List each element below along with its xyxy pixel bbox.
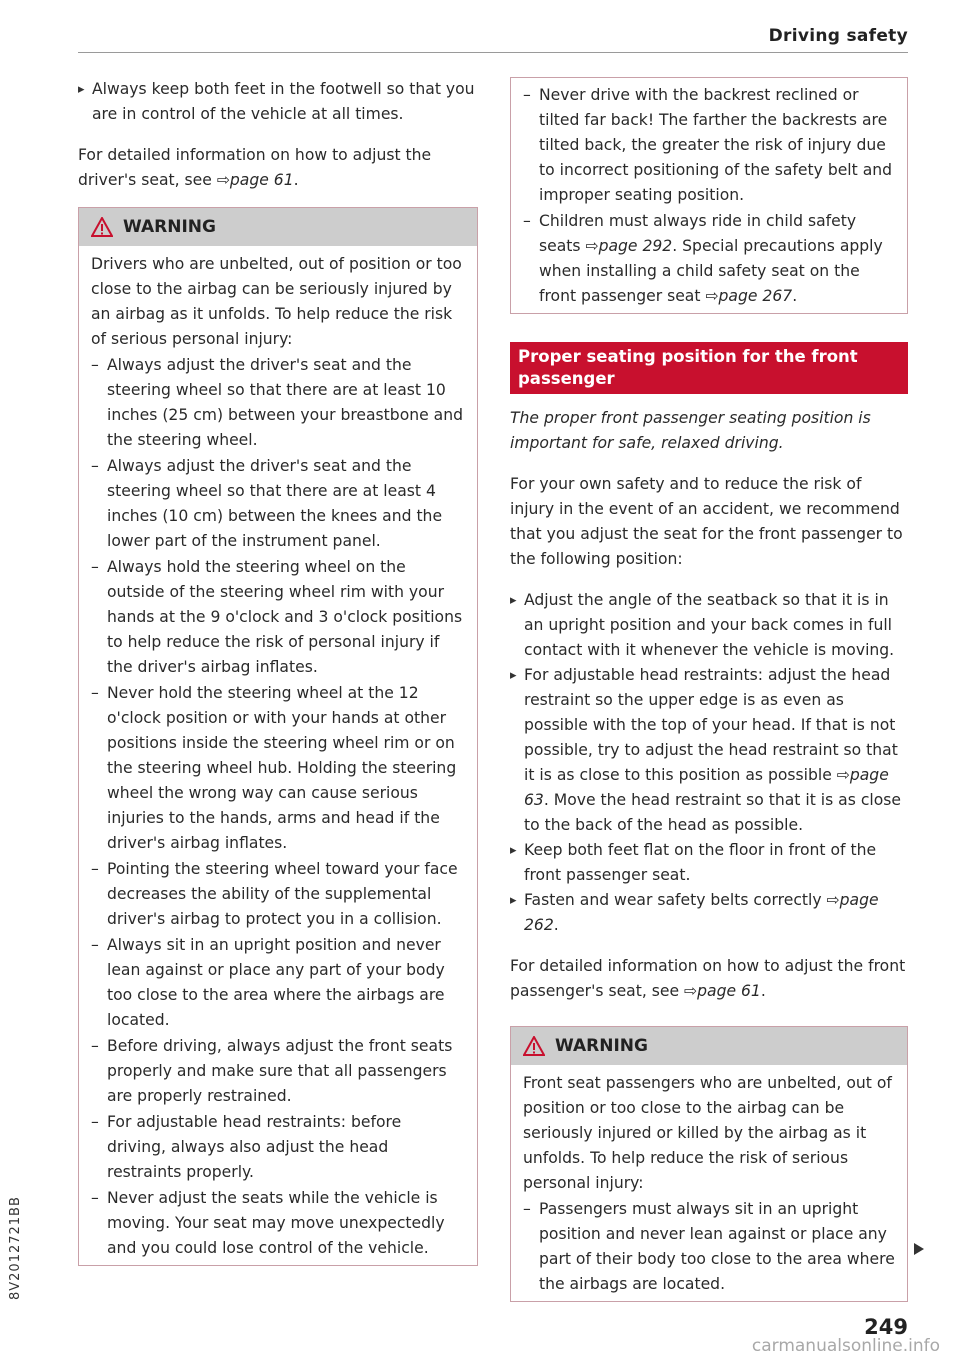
para-suffix: . [293, 171, 299, 189]
bullet-safety-belts [510, 888, 908, 938]
page-link[interactable] [585, 237, 672, 255]
warning-item: – Passengers must always sit in an upright position and never lean against or place any part of their body too close to the area where the airbags are located. [523, 1197, 895, 1297]
warning-body [79, 246, 477, 1265]
warning-box-passenger [510, 1026, 908, 1302]
section-intro: The proper front passenger seating position is important for safe, relaxed driving. [510, 409, 871, 452]
arrow-right-icon: ⇨ [705, 287, 719, 305]
arrow-right-icon: ⇨ [216, 171, 230, 189]
page-link[interactable] [684, 982, 761, 1000]
warning-item: – Never hold the steering wheel at the 12 o'clock position or with your hands at other positions inside the steering wheel rim or on the steering wheel hub. Holding the steering wheel the wrong way can cause serious injuries to the hands, arms and head if the driver's airbag inflates. [91, 681, 465, 856]
header-divider [78, 52, 908, 53]
item-text: For adjustable head restraints: adjust the head restraint so the upper edge is as even as possible with the top of your head. If that is not possible, try to adjust the head restraint so that it is as close to this position as possible [524, 666, 898, 784]
page-link-text: page 61 [229, 171, 294, 189]
section-heading-front-passenger: Proper seating position for the front passenger [510, 342, 908, 394]
continue-arrow-icon [914, 1243, 924, 1255]
warning-body-continued [511, 78, 907, 313]
warning-title: WARNING [555, 1035, 648, 1056]
warning-item-children [523, 209, 895, 309]
warning-item: – Always sit in an upright position and never lean against or place any part of your body too close to the area where the airbags are located. [91, 933, 465, 1033]
page-link[interactable] [705, 287, 792, 305]
warning-intro: Front seat passengers who are unbelted, out of position or too close to the airbag can be seriously injured or killed by the airbag as it unfolds. To help reduce the risk of serious personal injury: [523, 1074, 892, 1192]
para-text: For detailed information on how to adjust the front passenger's seat, see [510, 957, 906, 1000]
bullet-feet-floor: ▸ Keep both feet flat on the floor in front of the front passenger seat. [510, 838, 908, 888]
warning-box-driver [78, 207, 478, 1266]
arrow-right-icon: ⇨ [836, 766, 850, 784]
section-title: Driving safety [768, 26, 908, 46]
item-suffix: . [792, 287, 798, 305]
arrow-right-icon: ⇨ [585, 237, 599, 255]
warning-item: – For adjustable head restraints: before driving, always also adjust the head restraints properly. [91, 1110, 465, 1185]
warning-item: – Always hold the steering wheel on the outside of the steering wheel rim with your hands at the 9 o'clock and 3 o'clock positions to help reduce the risk of personal injury if the driver's airbag inflates. [91, 555, 465, 680]
item-text: Children must always ride in child safety seats [539, 212, 857, 255]
driver-seat-info [78, 143, 478, 193]
warning-item: – Pointing the steering wheel toward your face decreases the ability of the supplemental driver's airbag to protect you in a collision. [91, 857, 465, 932]
arrow-right-icon: ⇨ [684, 982, 698, 1000]
warning-item: – Before driving, always adjust the front seats properly and make sure that all passengers are properly restrained. [91, 1034, 465, 1109]
arrow-right-icon: ⇨ [826, 891, 840, 909]
warning-body [511, 1065, 907, 1301]
warning-intro: Drivers who are unbelted, out of position or too close to the airbag can be seriously injured by an airbag as it unfolds. To help reduce the risk of serious personal injury: [91, 255, 462, 348]
warning-item: – Always adjust the driver's seat and the steering wheel so that there are at least 4 inches (10 cm) between the knees and the lower part of the instrument panel. [91, 454, 465, 554]
item-suffix: . [553, 916, 559, 934]
warning-item: – Never drive with the backrest reclined or tilted far back! The farther the backrests are tilted back, the greater the risk of injury due to incorrect positioning of the safety belt and improper seating position. [523, 83, 895, 208]
page-link[interactable] [217, 171, 294, 189]
warning-item: – Always adjust the driver's seat and the steering wheel so that there are at least 10 inches (25 cm) between your breastbone and the steering wheel. [91, 353, 465, 453]
recommend-paragraph: For your own safety and to reduce the risk of injury in the event of an accident, we recommend that you adjust the seat for the front passenger to the following position: [510, 475, 903, 568]
page-link-text: page 63 [524, 766, 889, 809]
bullet-feet-footwell: ▸ Always keep both feet in the footwell so that you are in control of the vehicle at all times. [78, 77, 478, 127]
watermark: carmanualsonline.info [751, 1336, 940, 1356]
warning-triangle-icon [91, 217, 113, 237]
item-text: . Special precautions apply when installing a child safety seat on the front passenger seat [539, 237, 883, 305]
warning-triangle-icon [523, 1036, 545, 1056]
warning-header [511, 1027, 907, 1065]
item-text: . Move the head restraint so that it is as close to the back of the head as possible. [524, 791, 901, 834]
page-link-text: page 267 [718, 287, 793, 305]
item-text: Fasten and wear safety belts correctly [524, 891, 827, 909]
bullet-head-restraint [510, 663, 908, 838]
page-link-text: page 61 [697, 982, 761, 1000]
page-number: 249 [864, 1315, 908, 1339]
passenger-seat-info [510, 954, 908, 1004]
page-link-text: page 292 [598, 237, 673, 255]
page-link-text: page 262 [524, 891, 879, 934]
bullet-seatback: ▸ Adjust the angle of the seatback so that it is in an upright position and your back comes in full contact with it whenever the vehicle is moving. [510, 588, 908, 663]
warning-box-continued [510, 77, 908, 314]
para-text: For detailed information on how to adjust the driver's seat, see [78, 146, 432, 189]
left-column [78, 77, 478, 1266]
para-suffix: . [760, 982, 766, 1000]
document-code: 8V2012721BB [8, 1196, 23, 1300]
warning-item: – Never adjust the seats while the vehicle is moving. Your seat may move unexpectedly and you could lose control of the vehicle. [91, 1186, 465, 1261]
right-column [510, 77, 908, 1302]
warning-title: WARNING [123, 216, 216, 237]
warning-header [79, 208, 477, 246]
